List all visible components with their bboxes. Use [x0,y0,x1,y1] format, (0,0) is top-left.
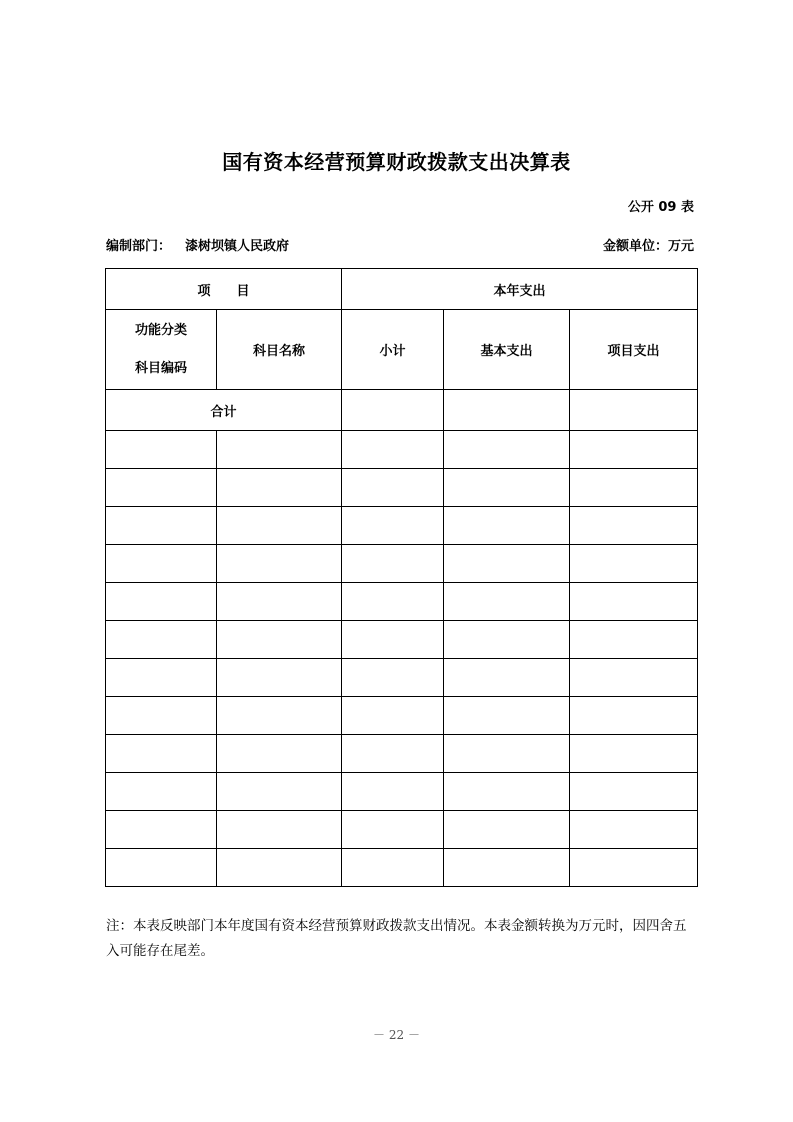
table-cell [444,773,570,811]
col-basic: 基本支出 [444,310,570,390]
table-cell [106,545,217,583]
table-header-row [106,269,698,310]
table-cell [570,431,698,469]
table-cell [444,849,570,887]
table-row [106,849,698,887]
table-body [106,431,698,887]
table-cell [342,583,444,621]
table-cell [106,849,217,887]
table-cell [570,811,698,849]
table-cell [106,469,217,507]
table-subheader-row [106,310,698,390]
table-cell [106,583,217,621]
table-cell [217,583,342,621]
table-cell [217,849,342,887]
unit-label: 金额单位：万元 [602,239,694,254]
table-cell [570,583,698,621]
table-cell [444,545,570,583]
table-cell [570,545,698,583]
table-cell [342,545,444,583]
table-cell [570,621,698,659]
table-row [106,583,698,621]
org-label: 编制部门： [106,239,172,254]
table-cell [444,735,570,773]
table-cell [444,507,570,545]
table-cell [444,697,570,735]
table-cell [342,507,444,545]
table-cell [342,431,444,469]
table-cell [217,811,342,849]
table-row [106,659,698,697]
table-cell [570,773,698,811]
table-cell [342,469,444,507]
table-cell [342,735,444,773]
table-cell [342,773,444,811]
table-cell [342,849,444,887]
table-cell [342,659,444,697]
header-item: 项 目 [106,269,342,310]
table-row [106,773,698,811]
table-row [106,507,698,545]
table-cell [106,507,217,545]
page-number: － 22 － [373,1028,420,1042]
col-subtotal: 小计 [342,310,444,390]
table-cell [342,697,444,735]
total-row [106,390,698,431]
table-row [106,431,698,469]
footnote: 注：本表反映部门本年度国有资本经营预算财政拨款支出情况。本表金额转换为万元时，因四舍五入可能存在尾差。 [106,918,687,959]
total-label: 合计 [106,390,342,431]
table-cell [444,811,570,849]
col-code-line1: 功能分类 [134,322,187,338]
org-info [106,235,289,254]
table-cell [444,583,570,621]
table-cell [342,621,444,659]
table-row [106,621,698,659]
table-cell [217,621,342,659]
col-project: 项目支出 [570,310,698,390]
total-cell [444,390,570,431]
table-cell [217,659,342,697]
table-cell [217,735,342,773]
table-cell [570,735,698,773]
form-number: 公开 09 表 [627,200,694,215]
table-cell [570,697,698,735]
table-cell [106,621,217,659]
table-cell [217,507,342,545]
table-cell [217,469,342,507]
expense-table [105,268,698,887]
table-cell [217,773,342,811]
table-row [106,735,698,773]
table-cell [106,659,217,697]
page-title: 国有资本经营预算财政拨款支出决算表 [222,150,571,174]
col-subject-name: 科目名称 [217,310,342,390]
table-cell [570,849,698,887]
table-cell [342,811,444,849]
col-code-line2: 科目编码 [134,360,187,376]
table-cell [444,659,570,697]
table-cell [106,735,217,773]
table-cell [106,697,217,735]
table-cell [106,773,217,811]
org-name: 漆树坝镇人民政府 [185,239,290,254]
table-row [106,697,698,735]
table-cell [217,697,342,735]
table-cell [444,621,570,659]
total-cell [342,390,444,431]
table-cell [444,469,570,507]
table-cell [106,431,217,469]
header-expense: 本年支出 [342,269,698,310]
table-cell [106,811,217,849]
table-cell [217,545,342,583]
table-cell [217,431,342,469]
table-cell [570,507,698,545]
table-row [106,811,698,849]
table-cell [570,469,698,507]
col-function-code [106,310,217,390]
table-cell [444,431,570,469]
table-row [106,545,698,583]
table-row [106,469,698,507]
total-cell [570,390,698,431]
table-cell [570,659,698,697]
